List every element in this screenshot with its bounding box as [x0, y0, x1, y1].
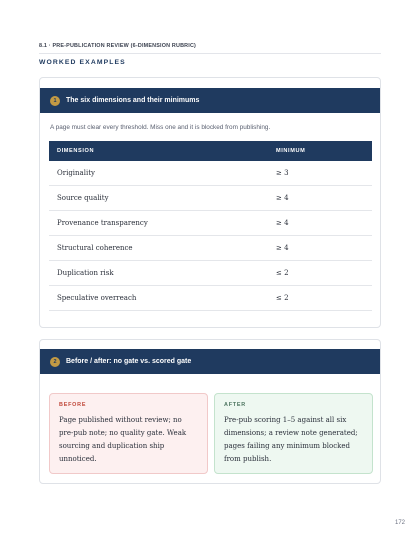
minimum-cell: ≥ 3 — [276, 169, 289, 177]
dimensions-table — [49, 141, 372, 311]
number-badge: 1 — [50, 96, 60, 106]
card-title: Before / after: no gate vs. scored gate — [66, 358, 192, 365]
minimum-cell: ≥ 4 — [276, 194, 289, 202]
comparison-panels — [49, 393, 373, 474]
dimensions-card — [39, 77, 381, 328]
column-header-minimum: MINIMUM — [276, 148, 306, 154]
number-badge: 2 — [50, 357, 60, 367]
page-number: 172 — [394, 520, 405, 526]
minimum-cell: ≤ 2 — [276, 269, 289, 277]
before-after-card-header — [40, 349, 380, 374]
dimension-cell: Duplication risk — [57, 269, 114, 277]
table-row — [49, 211, 372, 236]
minimum-cell: ≤ 2 — [276, 294, 289, 302]
after-panel — [214, 393, 373, 474]
card-title: The six dimensions and their minimums — [66, 97, 200, 104]
after-text: Pre-pub scoring 1–5 against all six dimensions; a review note generated; pages failing any minimum blocked from publish. — [224, 416, 358, 463]
section-label: WORKED EXAMPLES — [39, 59, 126, 66]
table-row — [49, 161, 372, 186]
after-label: AFTER — [224, 402, 246, 408]
table-row — [49, 261, 372, 286]
running-head: 8.1 · PRE-PUBLICATION REVIEW (6-DIMENSION RUBRIC) — [39, 43, 381, 54]
table-row — [49, 186, 372, 211]
dimension-cell: Originality — [57, 169, 95, 177]
column-header-dimension: DIMENSION — [57, 148, 95, 154]
dimension-cell: Provenance transparency — [57, 219, 148, 227]
before-after-card — [39, 339, 381, 484]
before-text: Page published without review; no pre-pub note; no quality gate. Weak sourcing and duplication ship unnoticed. — [59, 416, 187, 463]
dimension-cell: Speculative overreach — [57, 294, 137, 302]
table-row — [49, 236, 372, 261]
minimum-cell: ≥ 4 — [276, 219, 289, 227]
before-panel — [49, 393, 208, 474]
dimension-cell: Source quality — [57, 194, 109, 202]
dimension-cell: Structural coherence — [57, 244, 133, 252]
table-row — [49, 286, 372, 311]
dimensions-card-header — [40, 88, 380, 113]
table-header — [49, 141, 372, 161]
card-intro: A page must clear every threshold. Miss one and it is blocked from publishing. — [50, 124, 271, 131]
minimum-cell: ≥ 4 — [276, 244, 289, 252]
before-label: BEFORE — [59, 402, 87, 408]
